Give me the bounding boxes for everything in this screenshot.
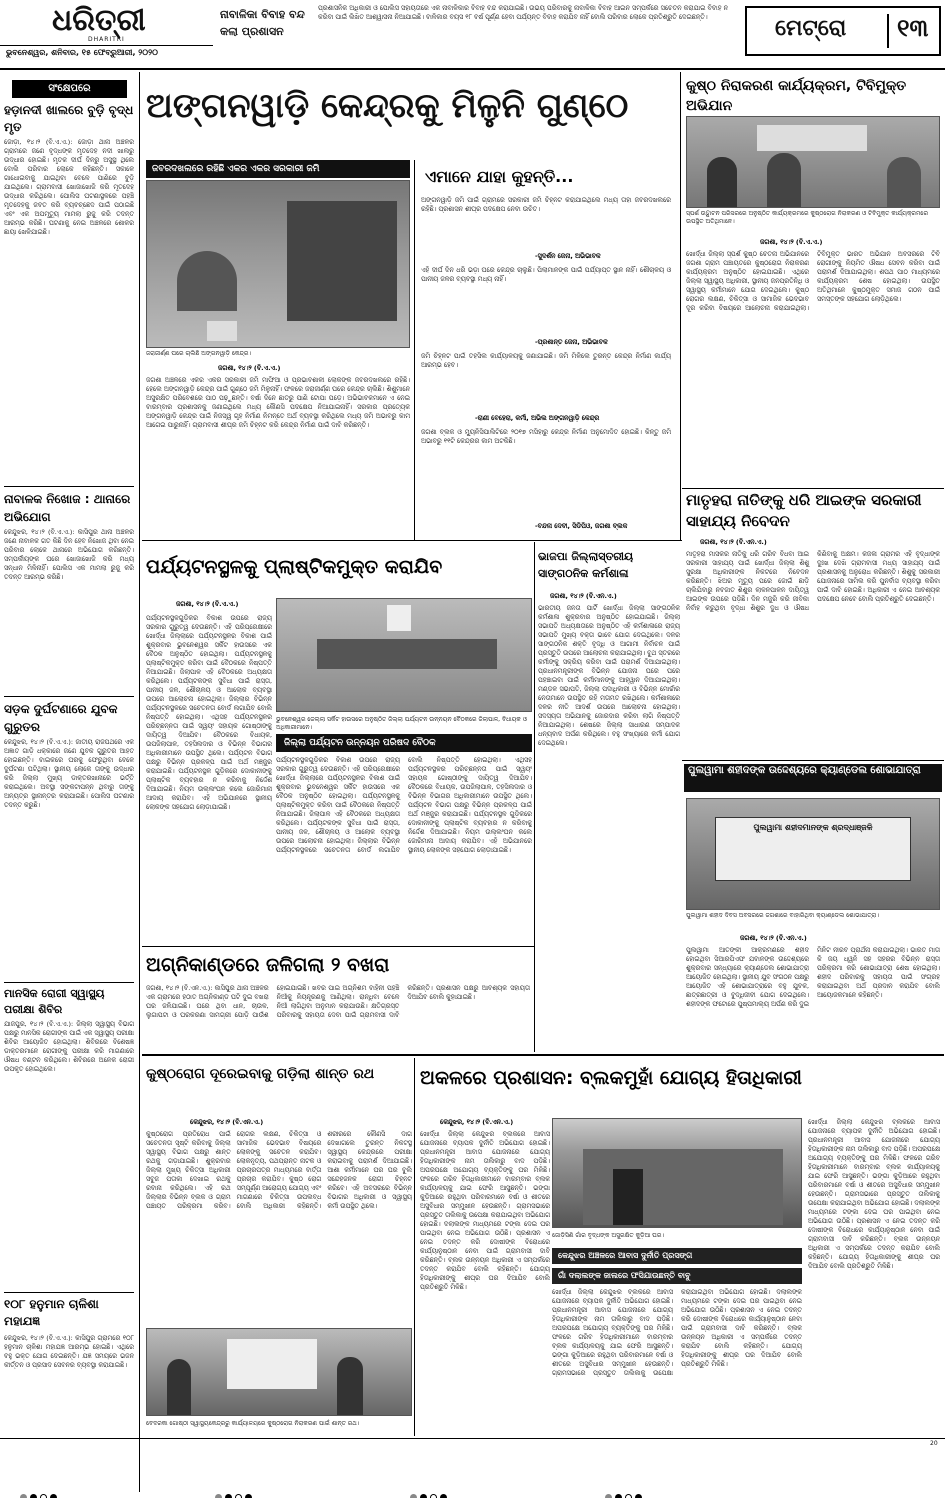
photo-caption: ଜରାଜୀର୍ଣ୍ଣ ଘରେ ଚାଲିଛି ଅଙ୍ଗନୱାଡ଼ି କେନ୍ଦ୍ର। <box>146 350 252 357</box>
brief-headline: ନାବାଳକ ନିଖୋଜ : ଥାନାରେ ଅଭିଯୋଗ <box>4 492 131 524</box>
housing-headline: ଅକଳରେ ପ୍ରଶାସନ: ବ୍ଲକମୁହାଁ ଯୋଗ୍ୟ ହିତାଧିକାରୀ <box>420 1067 802 1089</box>
housing-body: ଖୋର୍ଦ୍ଧା ଜିଲ୍ଲା କେନ୍ଦୁଝର ବ୍ଲକରେ ଆବାସ ଯୋଜନାରେ ବ୍ୟାପକ ଦୁର୍ନୀତି ଅଭିଯୋଗ ହୋଇଛି। ପ୍ରଧାନମନ୍ତ୍ରୀ ଆବାସ ଯୋଜନାରେ ଯୋଗ୍ୟ ହିତାଧିକାରୀଙ୍କ ନାମ ତାଲିକାରୁ ବାଦ ପଡ଼ିଛି। ଅପରପକ୍ଷେ ଅଯୋଗ୍ୟ ବ୍ୟକ୍ତିଙ୍କୁ ଘର ମିଳିଛି। ଫଳରେ ଗରିବ ହିତାଧିକାରୀମାନେ ବାରମ୍ବାର ବ୍ଲକ କାର୍ଯ୍ୟାଳୟକୁ ଯାଇ ଫେରି ଆସୁଛନ୍ତି। ଭଙ୍ଗା କୁଡ଼ିଆରେ ରହୁଥିବା ପରିବାରମାନେ ବର୍ଷା ଓ ଶୀତରେ ଅସୁବିଧାର ସମ୍ମୁଖୀନ ହେଉଛନ୍ତି। ଗ୍ରାମସଭାରେ ପ୍ରସ୍ତୁତ ତାଲିକାକୁ ଉପେକ୍ଷା କରାଯାଇଥିବା ଅଭିଯୋଗ ହୋଇଛି। ଦଲାଲଙ୍କ ମାଧ୍ୟମରେ ଟଙ୍କା ଦେଇ ଘର ପାଇଥିବା ନେଇ ଅଭିଯୋଗ ଉଠିଛି। ପ୍ରଶାସନ ଏ ନେଇ ତଦନ୍ତ କରି ଦୋଷୀଙ୍କ ବିରୋଧରେ କାର୍ଯ୍ୟାନୁଷ୍ଠାନ ନେବା ପାଇଁ ଗ୍ରାମବାସୀ ଦାବି କରିଛନ୍ତି। ବ୍ଲକ ଉନ୍ନୟନ ଅଧିକାରୀ ଏ ସମ୍ପର୍କରେ ତଦନ୍ତ କରାଯିବ ବୋଲି କହିଛନ୍ତି। ଯୋଗ୍ୟ ହିତାଧିକାରୀଙ୍କୁ ଶୀଘ୍ର ଘର ଦିଆଯିବ ବୋଲି ପ୍ରତିଶ୍ରୁତି ମିଳିଛି। <box>420 1130 550 1291</box>
story-dateline: କେନ୍ଦୁଝର, ୧୪।୨ (ବି.ଏନ.ଏ.) <box>440 1118 514 1126</box>
story-dateline: ଜଗଶା, ୧୪।୨ (ବି.ଏନ.ଏ.) <box>740 934 807 942</box>
leprosy-photo <box>686 116 940 208</box>
quote-author: -ବନ୍ଦନା ଦେବୀ, ସିଡିପିଓ, ଜଗଶା ବ୍ଲକ <box>535 522 628 530</box>
teaser-text: ପ୍ରଶାସନିକ ଅଧିକାରୀ ଓ ପୋଲିସ ସହାୟତାରେ ଏକ ନାବାଳିକାର ବିବାହ ବନ୍ଦ କରାଯାଇଛି। ଉଭୟ ପରିବାରକୁ ନାବାଳିକା ବିବାହ ଆଇନ ସମ୍ପର୍କରେ ସଚେତନ କରାଯାଇ ବିବାହ ନ କରିବା ପାଇଁ ଲିଖିତ ଆଶ୍ୱାସନା ନିଆଯାଇଛି। ବାଳିକାର ବୟସ ୧୮ ବର୍ଷ ପୂର୍ଣ୍ଣ ହେବା ପର୍ଯ୍ୟନ୍ତ ବିବାହ କରାଯିବ ନାହିଁ ବୋଲି ପରିବାର ଲୋକେ ପ୍ରତିଶ୍ରୁତି ଦେଇଛନ୍ତି। <box>318 4 728 21</box>
housing-bullet: ଗାଁ ଦଲାଲଙ୍କ ଜାଲରେ ଫସିଯାଉଛନ୍ତି ବାବୁ <box>552 1268 802 1284</box>
photo-caption: ଭୁବନେଶ୍ୱର ଜେଲ୍ଲା ସର୍କିଟ ହାଉସରେ ଅନୁଷ୍ଠିତ ଜିଲ୍ଲା ପର୍ଯ୍ୟଟନ ଉନ୍ନୟନ ବୈଠକରେ ଜିଲାପାଳ, ବିଧାୟକ ଓ ଅଧିକାରୀମାନେ। <box>276 716 527 731</box>
print-registration-marks <box>20 1486 925 1494</box>
housing-body-right: ଖୋର୍ଦ୍ଧା ଜିଲ୍ଲା କେନ୍ଦୁଝର ବ୍ଲକରେ ଆବାସ ଯୋଜନାରେ ବ୍ୟାପକ ଦୁର୍ନୀତି ଅଭିଯୋଗ ହୋଇଛି। ପ୍ରଧାନମନ୍ତ୍ରୀ ଆବାସ ଯୋଜନାରେ ଯୋଗ୍ୟ ହିତାଧିକାରୀଙ୍କ ନାମ ତାଲିକାରୁ ବାଦ ପଡ଼ିଛି। ଅପରପକ୍ଷେ ଅଯୋଗ୍ୟ ବ୍ୟକ୍ତିଙ୍କୁ ଘର ମିଳିଛି। ଫଳରେ ଗରିବ ହିତାଧିକାରୀମାନେ ବାରମ୍ବାର ବ୍ଲକ କାର୍ଯ୍ୟାଳୟକୁ ଯାଇ ଫେରି ଆସୁଛନ୍ତି। ଭଙ୍ଗା କୁଡ଼ିଆରେ ରହୁଥିବା ପରିବାରମାନେ ବର୍ଷା ଓ ଶୀତରେ ଅସୁବିଧାର ସମ୍ମୁଖୀନ ହେଉଛନ୍ତି। ଗ୍ରାମସଭାରେ ପ୍ରସ୍ତୁତ ତାଲିକାକୁ ଉପେକ୍ଷା କରାଯାଇଥିବା ଅଭିଯୋଗ ହୋଇଛି। ଦଲାଲଙ୍କ ମାଧ୍ୟମରେ ଟଙ୍କା ଦେଇ ଘର ପାଇଥିବା ନେଇ ଅଭିଯୋଗ ଉଠିଛି। ପ୍ରଶାସନ ଏ ନେଇ ତଦନ୍ତ କରି ଦୋଷୀଙ୍କ ବିରୋଧରେ କାର୍ଯ୍ୟାନୁଷ୍ଠାନ ନେବା ପାଇଁ ଗ୍ରାମବାସୀ ଦାବି କରିଛନ୍ତି। ବ୍ଲକ ଉନ୍ନୟନ ଅଧିକାରୀ ଏ ସମ୍ପର୍କରେ ତଦନ୍ତ କରାଯିବ ବୋଲି କହିଛନ୍ତି। ଯୋଗ୍ୟ ହିତାଧିକାରୀଙ୍କୁ ଶୀଘ୍ର ଘର ଦିଆଯିବ ବୋଲି ପ୍ରତିଶ୍ରୁତି ମିଳିଛି। <box>808 1118 940 1270</box>
leprosy-headline: କୁଷ୍ଠ ନିରାକରଣ କାର୍ଯ୍ୟକ୍ରମ, ଟିବିମୁକ୍ତ ଅଭିଯାନ <box>686 78 907 114</box>
candle-march-photo <box>686 798 940 910</box>
lead-strap: ଜବରଦଖଲରେ ରହିଛି ଏକର ଏକର ସରକାରୀ ଜମି <box>146 160 410 178</box>
photo-caption: ପୁଲୱାମା ଶହୀଦ ଦିବସ ଅବସରରେ ଜଗଶାରେ ବାହାରିଥିବା କ୍ୟାଣ୍ଡେଲ ଶୋଭାଯାତ୍ରା। <box>686 912 879 919</box>
quote-text: ଜମି ଚିହ୍ନଟ ପାଇଁ ତହସିଲ କାର୍ଯ୍ୟାଳୟକୁ ଜଣାଯାଇଛି। ଜମି ମିଳିଲେ ତୁରନ୍ତ କେନ୍ଦ୍ର ନିର୍ମାଣ କାର୍ଯ୍ୟ ଆରମ୍ଭ ହେବ। <box>421 352 671 369</box>
widow-headline: ମାତୃହରା ନାତିଙ୍କୁ ଧରି ଆଇଙ୍କ ସରକାରୀ ସାହାଯ୍ୟ ନିବେଦନ <box>686 491 922 530</box>
anganwadi-photo <box>146 180 410 348</box>
fire-headline: ଅଗ୍ନିକାଣ୍ଡରେ ଜଳିଗଲା ୨ ବଖରା <box>146 954 390 976</box>
quote-author: -ସୁଦର୍ଶନ ଜେନା, ଅଭିଭାବକ <box>535 252 601 260</box>
brief-headline: ମାନସିକ ରୋଗୀ ସ୍ୱାସ୍ଥ୍ୟ ପରୀକ୍ଷା ଶିବିର <box>4 987 105 1016</box>
photo-caption: ଜୋଡ଼ିସିଣି ଗାଁର ବୃଦ୍ଧଙ୍କ ଅସୁରକ୍ଷିତ କୁଡ଼ିଆ ଘର। <box>552 1232 665 1239</box>
brief-headline: ହଡ଼ାନଦୀ ଖାଲରେ ବୁଡ଼ି ବୃଦ୍ଧ ମୃତ <box>4 103 134 134</box>
brief-news-column <box>0 72 138 1492</box>
photo-caption: ବେଦରକା ଗୋଷ୍ଠୀ ସ୍ୱାସ୍ଥ୍ୟକେନ୍ଦ୍ରରୁ କାର୍ଯ୍ୟାଳୟରେ କୁଷ୍ଠରୋଗ ନିରାକରଣ ପାଇଁ ଶାନ୍ତ ରଥ। <box>146 1420 360 1427</box>
banner-text: ପୁଲୱାମା ଶହୀଦମାନଙ୍କ ଶ୍ରଦ୍ଧାଞ୍ଜଳି <box>753 823 873 832</box>
bjp-body: ଭାରତୀୟ ଜନତା ପାର୍ଟି ଖୋର୍ଦ୍ଧା ଜିଲ୍ଲା ସାଙ୍ଗଠନିକ କର୍ମଶାଳା ଶୁକ୍ରବାର ଅନୁଷ୍ଠିତ ହୋଇଯାଇଛି। ଜିଲ୍ଲା ସଭାପତି ଅଧ୍ୟକ୍ଷତାରେ ଅନୁଷ୍ଠିତ ଏହି କର୍ମଶାଳାରେ ରାଜ୍ୟ ସଭାପତି ମୁଖ୍ୟ ବକ୍ତା ଭାବେ ଯୋଗ ଦେଇଥିଲେ। ଦଳର ସାଙ୍ଗଠନିକ ଶକ୍ତି ବୃଦ୍ଧି ଓ ଆଗାମୀ ନିର୍ବାଚନ ପାଇଁ ପ୍ରସ୍ତୁତି ଉପରେ ଆଲୋଚନା କରାଯାଇଥିଲା। ବୁଥ ସ୍ତରରେ କର୍ମୀଙ୍କୁ ସକ୍ରିୟ କରିବା ପାଇଁ ପରାମର୍ଶ ଦିଆଯାଇଥିଲା। ପ୍ରଧାନମନ୍ତ୍ରୀଙ୍କ ବିଭିନ୍ନ ଯୋଜନା ଘରେ ଘରେ ପହଞ୍ଚାଇବା ପାଇଁ କର୍ମୀମାନଙ୍କୁ ଆହ୍ୱାନ ଦିଆଯାଇଥିଲା। ମଣ୍ଡଳ ସଭାପତି, ଜିଲ୍ଲା ପଦାଧିକାରୀ ଓ ବିଭିନ୍ନ ମୋର୍ଚ୍ଚାର ନେତାମାନେ ଉପସ୍ଥିତ ରହି ମତାମତ ରଖିଥିଲେ। କର୍ମଶାଳାରେ ଦଳର ନୀତି ଆଦର୍ଶ ଉପରେ ଆଲୋଚନା ହୋଇଥିଲା। ସଦସ୍ୟତା ଅଭିଯାନକୁ ଜୋରଦାର କରିବା ଲାଗି ନିଷ୍ପତ୍ତି ନିଆଯାଇଥିଲା। ଶେଷରେ ଜିଲ୍ଲା ସାଧାରଣ ସମ୍ପାଦକ ଧନ୍ୟବାଦ ଅର୍ପଣ କରିଥିଲେ। ବହୁ ସଂଖ୍ୟାରେ କର୍ମୀ ଯୋଗ ଦେଇଥିଲେ। <box>538 604 680 747</box>
brief-text: କେନ୍ଦୁଝର, ୧୪।୨ (ବି.ଏ.ଏ.): ଜାତୀୟ ରାଜପଥରେ ଏକ ଅଜ୍ଞାତ ଗାଡ଼ି ଧକ୍କାରେ ଜଣେ ଯୁବକ ଗୁରୁତର ଆହତ ହୋଇଛନ୍ତି। ବାଇକରେ ଘରକୁ ଫେରୁଥିବା ବେଳେ ଦୁର୍ଘଟଣା ଘଟିଥିଲା। ସ୍ଥାନୀୟ ଲୋକେ ତାଙ୍କୁ ଉଦ୍ଧାର କରି ଜିଲ୍ଲା ମୁଖ୍ୟ ଡାକ୍ତରଖାନାରେ ଭର୍ତ୍ତି କରାଇଥିଲେ। ଅବସ୍ଥା ସଙ୍କଟାପନ୍ନ ଥିବାରୁ ତାଙ୍କୁ ଅନ୍ୟତ୍ର ସ୍ଥାନାନ୍ତର କରାଯାଇଛି। ପୋଲିସ ଘଟଣାର ତଦନ୍ତ କରୁଛି। <box>4 738 134 809</box>
pulwama-headline: ପୁଲୱାମା ଶହୀଦଙ୍କ ଉଦ୍ଦେଶ୍ୟରେ କ୍ୟାଣ୍ଡେଲ ଶୋଭାଯାତ୍ରା <box>684 764 942 792</box>
lead-body: ଜଗଶା ଅଞ୍ଚଳରେ ଏକର ଏକର ସରକାରୀ ଜମି ମାଫିଆ ଓ ପ୍ରଭାବଶାଳୀ ଲୋକଙ୍କ ଜବରଦଖଲରେ ରହିଛି। ହେଲେ ଅଙ୍ଗନୱାଡ଼ି କେନ୍ଦ୍ର ପାଇଁ ଗୁଣ୍ଠେ ଜମି ମିଳୁନାହିଁ। ଫଳରେ ଜରାଜୀର୍ଣ୍ଣ ଘରେ କେନ୍ଦ୍ର ଚାଲିଛି। ଶିଶୁମାନେ ଅସୁରକ୍ଷିତ ପରିବେଶରେ ପାଠ ପଢ଼ୁଛନ୍ତି। ବର୍ଷା ଦିନେ ଛାତରୁ ପାଣି ଟୋପା ପଡ଼େ। ଅଭିଭାବକମାନେ ଏ ନେଇ ବାରମ୍ବାର ପ୍ରଶାସନକୁ ଜଣାଇଥିଲେ ମଧ୍ୟ କୌଣସି ପଦକ୍ଷେପ ନିଆଯାଇନାହିଁ। ସରକାର ପ୍ରତ୍ୟେକ ଅଙ୍ଗନୱାଡ଼ି କେନ୍ଦ୍ର ପାଇଁ ନିଜସ୍ୱ ଗୃହ ନିର୍ମାଣ ନିମନ୍ତେ ଅର୍ଥ ବ୍ୟବସ୍ଥା କରିଥିଲେ ମଧ୍ୟ ଜମି ଅଭାବରୁ କାମ ଆଗେଇ ପାରୁନାହିଁ। ଗ୍ରାମବାସୀ ଶୀଘ୍ର ଜମି ଚିହ୍ନଟ କରି କେନ୍ଦ୍ର ନିର୍ମାଣ ପାଇଁ ଦାବି କରିଛନ୍ତି। <box>146 376 410 429</box>
dateline: ଭୁବନେଶ୍ୱର, ଶନିବାର, ୧୫ ଫେବ୍ରୁଆରୀ, ୨୦୨୦ <box>6 48 158 57</box>
brief-text: ଜୋଡ଼ା, ୧୪।୨ (ବି.ଏ.ଏ.): ଜୋଡ଼ା ଥାନା ଅଞ୍ଚଳର ଗ୍ରାମରେ ଜଣେ ବୃଦ୍ଧଙ୍କ ମୃତଦେହ ନଦୀ ଖାଲରୁ ଉଦ୍ଧାର ହୋଇଛି। ମୃତକ ଦୀର୍ଘ ଦିନରୁ ଅସୁସ୍ଥ ଥିଲେ ବୋଲି ପରିବାର ଲୋକେ କହିଛନ୍ତି। ସକାଳେ ଗାଧୋଇବାକୁ ଯାଇଥିବା ବେଳେ ପାଣିରେ ବୁଡ଼ି ଯାଇଥିଲେ। ଗ୍ରାମବାସୀ ଖୋଜାଖୋଜି କରି ମୃତଦେହ ଉଦ୍ଧାର କରିଥିଲେ। ପୋଲିସ ଘଟଣାସ୍ଥଳରେ ପହଞ୍ଚି ମୃତଦେହକୁ ଜବତ କରି ବ୍ୟବଚ୍ଛେଦ ପାଇଁ ପଠାଇଛି ଏବଂ ଏକ ଅପମୃତ୍ୟୁ ମାମଲା ରୁଜୁ କରି ତଦନ୍ତ ଆରମ୍ଭ କରିଛି। ଘଟଣାକୁ ନେଇ ଅଞ୍ଚଳରେ ଶୋକର ଛାୟା ଖେଳିଯାଇଛି। <box>4 138 134 236</box>
fire-body: ଜଗଶା, ୧୪।୨ (ବି.ଏନ.ଏ.): କାସିପୁର ଥାନା ଅଞ୍ଚଳର ଏକ ଗ୍ରାମରେ ହଠାତ ଅଗ୍ନିକାଣ୍ଡ ଘଟି ଦୁଇ ବଖରା ଘର ଜଳିଯାଇଛି। ଘରେ ଥିବା ଧାନ, ଚାଉଳ, ଲୁଗାପଟା ଓ ଘରକରଣା ସାମଗ୍ରୀ ପୋଡ଼ି ପାଉଁଶ ହୋଇଯାଇଛି। ଖବର ପାଇ ଅଗ୍ନିଶମ ବାହିନୀ ପହଞ୍ଚି ନିଆଁକୁ ନିୟନ୍ତ୍ରଣକୁ ଆଣିଥିଲା। ରାନ୍ଧିବା ବେଳେ ନିଆଁ ଲାଗିଥିବା ଅନୁମାନ କରାଯାଉଛି। କ୍ଷତିଗ୍ରସ୍ତ ପରିବାରକୁ ସହାୟତା ଦେବା ପାଇଁ ଗ୍ରାମବାସୀ ଦାବି କରିଛନ୍ତି। ପ୍ରଶାସନ ପକ୍ଷରୁ ଆବଶ୍ୟକ ସହାୟତା ଦିଆଯିବ ବୋଲି କୁହାଯାଇଛି। <box>146 984 530 1019</box>
quote-text: ଜଗଶା ବ୍ଲକ ଓ ମ୍ୟୁନିସିପାଲିଟିରେ ୨୦୧୭ ମସିହାରୁ କେନ୍ଦ୍ର ନିର୍ମାଣ ଅନୁମୋଦିତ ହୋଇଛି। କିନ୍ତୁ ଜମି ଅଭାବରୁ ୧୧ଟି କେନ୍ଦ୍ରର କାମ ଅଟକିଛି। <box>421 428 671 445</box>
story-dateline: ଜଗଶା, ୧୪।୨ (ବି.ଏ.ଏ.) <box>176 600 239 608</box>
page-marker: 20 <box>930 1440 938 1447</box>
story-dateline: ଜଗଶା, ୧୪।୨ (ବି.ଏ.ଏ.) <box>218 364 281 372</box>
brief-headline: ୧୦୮ ହନୁମାନ ଚାଳିଶା ମହାଯଜ୍ଞ <box>4 1297 99 1328</box>
story-dateline: ଜଗଶା, ୧୪।୨ (ବି.ଏ.ଏ.) <box>760 238 823 246</box>
hut-photo <box>552 1118 802 1228</box>
brief-text: କେନ୍ଦୁଝର, ୧୪।୨ (ବି.ଏ.ଏ.): କାସିପୁର ଗ୍ରାମରେ ୧୦୮ ହନୁମାନ ଚାଳିଶା ମହାଯଜ୍ଞ ଆରମ୍ଭ ହୋଇଛି। ଏଥିରେ ବହୁ ଭକ୍ତ ଯୋଗ ଦେଇଛନ୍ତି। ଯଜ୍ଞ ସମୟରେ ଭଜନ କୀର୍ତ୍ତନ ଓ ପ୍ରସାଦ ସେବନର ବ୍ୟବସ୍ଥା କରାଯାଇଛି। <box>4 1334 134 1369</box>
page-number: ୧୩ <box>897 14 929 42</box>
brief-text: ଯାଜପୁର, ୧୪।୨ (ବି.ଏ.ଏ.): ଜିଲ୍ଲା ସ୍ୱାସ୍ଥ୍ୟ ବିଭାଗ ପକ୍ଷରୁ ମାନସିକ ରୋଗୀଙ୍କ ପାଇଁ ଏକ ସ୍ୱାସ୍ଥ୍ୟ ପରୀକ୍ଷା ଶିବିର ଆୟୋଜିତ ହୋଇଥିଲା। ଶିବିରରେ ବିଶେଷଜ୍ଞ ଡାକ୍ତରମାନେ ରୋଗୀଙ୍କୁ ପରୀକ୍ଷା କରି ମାଗଣାରେ ଔଷଧ ବଣ୍ଟନ କରିଥିଲେ। ଶିବିରରେ ଅନେକ ରୋଗୀ ଉପକୃତ ହୋଇଥିଲେ। <box>4 1020 134 1073</box>
brief-headline: ସଡ଼କ ଦୁର୍ଘଟଣାରେ ଯୁବକ ଗୁରୁତର <box>4 702 118 734</box>
quote-author: -ପ୍ରଶାନ୍ତ ଜେନା, ଅଭିଭାବକ <box>535 338 608 346</box>
logo: ଧରିତ୍ରୀ <box>52 3 146 38</box>
quote-text: ଏହି ଦୀର୍ଘ ଦିନ ଧରି ଭଡ଼ା ଘରେ କେନ୍ଦ୍ର ଚାଲୁଛି। ପିଲାମାନଙ୍କ ପାଇଁ ପର୍ଯ୍ୟାପ୍ତ ସ୍ଥାନ ନାହିଁ। ଶୌଚାଳୟ ଓ ପାନୀୟ ଜଳର ବ୍ୟବସ୍ଥା ମଧ୍ୟ ନାହିଁ। <box>421 266 671 283</box>
plastic-body: ପର୍ଯ୍ୟଟନସ୍ଥଳଗୁଡ଼ିକର ବିକାଶ ଉପରେ ରାଜ୍ୟ ସରକାର ଗୁରୁତ୍ୱ ଦେଉଛନ୍ତି। ଏହି ପରିପ୍ରେକ୍ଷୀରେ ଖୋର୍ଦ୍ଧା ଜିଲ୍ଲାରେ ପର୍ଯ୍ୟଟନସ୍ଥଳର ବିକାଶ ପାଇଁ ଶୁକ୍ରବାର ଭୁବନେଶ୍ୱର ସର୍କିଟ ହାଉସରେ ଏକ ବୈଠକ ଅନୁଷ୍ଠିତ ହୋଇଥିଲା। ପର୍ଯ୍ୟଟନସ୍ଥଳକୁ ପ୍ଲାଷ୍ଟିକମୁକ୍ତ କରିବା ପାଇଁ ବୈଠକରେ ନିଷ୍ପତ୍ତି ନିଆଯାଇଛି। ଜିଲାପାଳ ଏହି ବୈଠକରେ ଅଧ୍ୟକ୍ଷତା କରିଥିଲେ। ପର୍ଯ୍ୟଟକଙ୍କ ସୁବିଧା ପାଇଁ ରାସ୍ତା, ପାନୀୟ ଜଳ, ଶୌଚାଳୟ ଓ ଆଲୋକ ବ୍ୟବସ୍ଥା ଉପରେ ଆଲୋଚନା ହୋଇଥିଲା। ଜିଲ୍ଲାର ବିଭିନ୍ନ ପର୍ଯ୍ୟଟନସ୍ଥଳରେ ସଚେତନତା ବୋର୍ଡ ଲଗାଯିବ ବୋଲି ନିଷ୍ପତ୍ତି ହୋଇଥିଲା। ଏଥିସହ ପର୍ଯ୍ୟଟନସ୍ଥଳର ପରିଚ୍ଛନ୍ନତା ପାଇଁ ସ୍ୱୟଂ ସହାୟକ ଗୋଷ୍ଠୀଙ୍କୁ ଦାୟିତ୍ୱ ଦିଆଯିବ। ବୈଠକରେ ବିଧାୟକ, ଉପଜିଲାପାଳ, ତହସିଲଦାର ଓ ବିଭିନ୍ନ ବିଭାଗର ଅଧିକାରୀମାନେ ଉପସ୍ଥିତ ଥିଲେ। ପର୍ଯ୍ୟଟନ ବିଭାଗ ପକ୍ଷରୁ ବିଭିନ୍ନ ପ୍ରକଳ୍ପ ପାଇଁ ଅର୍ଥ ମଞ୍ଜୁର କରାଯାଇଛି। ପର୍ଯ୍ୟଟନସ୍ଥଳ ଗୁଡ଼ିକରେ ଦୋକାନୀଙ୍କୁ ପ୍ଲାଷ୍ଟିକ ବ୍ୟବହାର ନ କରିବାକୁ ନିର୍ଦ୍ଦେଶ ଦିଆଯାଇଛି। ନିୟମ ଉଲ୍ଲଂଘନ କଲେ ଜୋରିମାନା ଆଦାୟ କରାଯିବ। ଏହି ଅଭିଯାନରେ ସ୍ଥାନୀୟ ଲୋକଙ୍କ ସହଯୋଗ ଲୋଡ଼ାଯାଇଛି। <box>146 614 272 811</box>
quote-text: ଅଙ୍ଗନୱାଡ଼ି ଜମି ପାଇଁ ଗ୍ରାମରେ ସରକାରୀ ଜମି ଚିହ୍ନଟ କରାଯାଇଥିଲେ ମଧ୍ୟ ତାହା ଜବରଦଖଲରେ ରହିଛି। ପ୍ରଶାସନ ଶୀଘ୍ର ପଦକ୍ଷେପ ନେବା ଉଚିତ। <box>421 196 671 213</box>
leprosy-body: ଖୋର୍ଦ୍ଧା ଜିଲ୍ଲା ସ୍ପର୍ଶ କୁଷ୍ଠ ଚେତନା ଅଭିଯାନରେ ଜଗଶା ଗ୍ରାମ ପଞ୍ଚାୟତରେ କୁଷ୍ଠରୋଗ ନିରାକରଣ କାର୍ଯ୍ୟକ୍ରମ ଅନୁଷ୍ଠିତ ହୋଇଯାଇଛି। ଏଥିରେ ଜିଲ୍ଲା ସ୍ୱାସ୍ଥ୍ୟ ଅଧିକାରୀ, ସ୍ଥାନୀୟ ଜନପ୍ରତିନିଧି ଓ ସ୍ୱାସ୍ଥ୍ୟ କର୍ମୀମାନେ ଯୋଗ ଦେଇଥିଲେ। କୁଷ୍ଠ ରୋଗର ଲକ୍ଷଣ, ଚିକିତ୍ସା ଓ ସାମାଜିକ ଭେଦଭାବ ଦୂର କରିବା ବିଷୟରେ ଆଲୋଚନା କରାଯାଇଥିଲା। ଟିବିମୁକ୍ତ ଭାରତ ଅଭିଯାନ ଅବସରରେ ଟିବି ରୋଗୀଙ୍କୁ ନିୟମିତ ଔଷଧ ସେବନ କରିବା ପାଇଁ ପରାମର୍ଶ ଦିଆଯାଇଥିଲା। ଶପଥ ପାଠ ମାଧ୍ୟମରେ କାର୍ଯ୍ୟକ୍ରମ ଶେଷ ହୋଇଥିଲା। ଉପସ୍ଥିତ ଅତିଥିମାନେ କୁଷ୍ଠମୁକ୍ତ ସମାଜ ଗଠନ ପାଇଁ ସମସ୍ତଙ୍କ ସହଯୋଗ ଲୋଡ଼ିଥିଲେ। <box>686 250 940 312</box>
bjp-headline: ଭାଜପା ଜିଲ୍ଲାସ୍ତରୀୟ ସାଙ୍ଗଠନିକ କର୍ମଶାଳା <box>538 550 634 580</box>
story-dateline: ଜଗଶା, ୧୪।୨ (ବି.ଏନ.ଏ.) <box>550 592 617 600</box>
lead-headline: ଅଙ୍ଗନୱାଡ଼ି କେନ୍ଦ୍ରକୁ ମିଳୁନି ଗୁଣ୍ଠେ <box>146 86 629 126</box>
rath-body: କୁଷ୍ଠରୋଗ ପ୍ରତିରୋଧ ପାଇଁ ସଚେତନତା ସୃଷ୍ଟି କରିବାକୁ ଜିଲ୍ଲା ସ୍ୱାସ୍ଥ୍ୟ ବିଭାଗ ପକ୍ଷରୁ ଶାନ୍ତ ରଥକୁ ଗଡ଼ାଯାଇଛି। ଶୁକ୍ରବାର ଜିଲ୍ଲା ମୁଖ୍ୟ ଚିକିତ୍ସା ଅଧିକାରୀ ସବୁଜ ପତାକା ଦେଖାଇ ରଥକୁ ରବାନା କରିଥିଲେ। ଏହି ରଥ ଜିଲ୍ଲାର ବିଭିନ୍ନ ବ୍ଲକ ଓ ଗ୍ରାମ ପଞ୍ଚାୟତ ପରିକ୍ରମା କରିବ। ରୋଗର ଲକ୍ଷଣ, ଚିକିତ୍ସା ଓ ସାମାଜିକ ଭେଦଭାବ ବିଷୟରେ ଲୋକଙ୍କୁ ସଚେତନ କରାଯିବ। ଲୋକନୃତ୍ୟ, ପଥପ୍ରାନ୍ତ ନାଟକ ଓ ପ୍ରଚାରପତ୍ର ମାଧ୍ୟମରେ ବାର୍ତ୍ତା ପ୍ରଚାର କରାଯିବ। କୁଷ୍ଠ ରୋଗ ସମ୍ପୂର୍ଣ୍ଣ ଆରୋଗ୍ୟ ଯୋଗ୍ୟ ଏବଂ ମାଗଣାରେ ଚିକିତ୍ସା ଉପଲବ୍ଧ ବୋଲି ଅଧିକାରୀ କହିଛନ୍ତି। ଶରୀରରେ କୌଣସି ଦାଗ ଦେଖାଗଲେ ତୁରନ୍ତ ନିକଟସ୍ଥ ସ୍ୱାସ୍ଥ୍ୟ କେନ୍ଦ୍ରରେ ପରୀକ୍ଷା କରାଇବାକୁ ପରାମର୍ଶ ଦିଆଯାଇଛି। ଆଶା କର୍ମୀମାନେ ଘର ଘର ବୁଲି ସନ୍ଦେହଜନକ ରୋଗୀ ଚିହ୍ନଟ କରିବେ। ଏହି ଅବସରରେ ବିଭିନ୍ନ ବିଭାଗର ଅଧିକାରୀ ଓ ସ୍ୱାସ୍ଥ୍ୟ କର୍ମୀ ଉପସ୍ଥିତ ଥିଲେ। <box>146 1130 412 1210</box>
page-tag <box>745 6 941 56</box>
quotes-heading: ଏମାନେ ଯାହା କୁହନ୍ତି... <box>425 167 574 186</box>
teaser-headline: ନାବାଳିକା ବିବାହ ବନ୍ଦ କଲା ପ୍ରଶାସନ <box>220 8 305 38</box>
rath-photo <box>146 1328 412 1416</box>
meeting-photo <box>276 598 532 712</box>
housing-body-cont: ଖୋର୍ଦ୍ଧା ଜିଲ୍ଲା କେନ୍ଦୁଝର ବ୍ଲକରେ ଆବାସ ଯୋଜନାରେ ବ୍ୟାପକ ଦୁର୍ନୀତି ଅଭିଯୋଗ ହୋଇଛି। ପ୍ରଧାନମନ୍ତ୍ରୀ ଆବାସ ଯୋଜନାରେ ଯୋଗ୍ୟ ହିତାଧିକାରୀଙ୍କ ନାମ ତାଲିକାରୁ ବାଦ ପଡ଼ିଛି। ଅପରପକ୍ଷେ ଅଯୋଗ୍ୟ ବ୍ୟକ୍ତିଙ୍କୁ ଘର ମିଳିଛି। ଫଳରେ ଗରିବ ହିତାଧିକାରୀମାନେ ବାରମ୍ବାର ବ୍ଲକ କାର୍ଯ୍ୟାଳୟକୁ ଯାଇ ଫେରି ଆସୁଛନ୍ତି। ଭଙ୍ଗା କୁଡ଼ିଆରେ ରହୁଥିବା ପରିବାରମାନେ ବର୍ଷା ଓ ଶୀତରେ ଅସୁବିଧାର ସମ୍ମୁଖୀନ ହେଉଛନ୍ତି। ଗ୍ରାମସଭାରେ ପ୍ରସ୍ତୁତ ତାଲିକାକୁ ଉପେକ୍ଷା କରାଯାଇଥିବା ଅଭିଯୋଗ ହୋଇଛି। ଦଲାଲଙ୍କ ମାଧ୍ୟମରେ ଟଙ୍କା ଦେଇ ଘର ପାଇଥିବା ନେଇ ଅଭିଯୋଗ ଉଠିଛି। ପ୍ରଶାସନ ଏ ନେଇ ତଦନ୍ତ କରି ଦୋଷୀଙ୍କ ବିରୋଧରେ କାର୍ଯ୍ୟାନୁଷ୍ଠାନ ନେବା ପାଇଁ ଗ୍ରାମବାସୀ ଦାବି କରିଛନ୍ତି। ବ୍ଲକ ଉନ୍ନୟନ ଅଧିକାରୀ ଏ ସମ୍ପର୍କରେ ତଦନ୍ତ କରାଯିବ ବୋଲି କହିଛନ୍ତି। ଯୋଗ୍ୟ ହିତାଧିକାରୀଙ୍କୁ ଶୀଘ୍ର ଘର ଦିଆଯିବ ବୋଲି ପ୍ରତିଶ୍ରୁତି ମିଳିଛି। <box>552 1288 802 1377</box>
story-dateline: ଜଗଶା, ୧୪।୨ (ବି.ଏନ.ଏ.) <box>700 538 767 546</box>
photo-caption: ସ୍ପର୍ଶ ଉଦ୍ଘାଟନ ପରିସରରେ ଅନୁଷ୍ଠିତ କାର୍ଯ୍ୟକ୍ରମରେ କୁଷ୍ଠରୋଗ ନିରାକରଣ ଓ ଟିବିମୁକ୍ତ କାର୍ଯ୍ୟକ୍ରମରେ ଉପସ୍ଥିତ ଅତିଥିମାନେ। <box>686 210 928 225</box>
quote-author: -ରାଣୀ ବେହେରା, କର୍ମୀ, ଅଭିଲ ଅଙ୍ଗନୱାଡ଼ି କେନ୍ଦ୍ର <box>475 414 600 422</box>
brief-text: କେନ୍ଦୁଝର, ୧୪।୨ (ବି.ଏ.ଏ.): କାସିପୁର ଥାନା ଅଞ୍ଚଳର ଜଣେ ନାବାଳକ ଗତ କିଛି ଦିନ ହେବ ନିଖୋଜ ଥିବା ନେଇ ପରିବାର ଲୋକେ ଥାନାରେ ଅଭିଯୋଗ କରିଛନ୍ତି। ସମ୍ପର୍କୀୟଙ୍କ ଘରେ ଖୋଜାଖୋଜି କରି ମଧ୍ୟ ସନ୍ଧାନ ମିଳିନାହିଁ। ପୋଲିସ ଏକ ମାମଲା ରୁଜୁ କରି ତଦନ୍ତ ଆରମ୍ଭ କରିଛି। <box>4 528 134 581</box>
plastic-headline: ପର୍ଯ୍ୟଟନସ୍ଥଳକୁ ପ୍ଲାଷ୍ଟିକମୁକ୍ତ କରାଯିବ <box>146 556 443 578</box>
masthead <box>0 0 945 72</box>
quotes-box <box>414 160 676 540</box>
logo-subtitle: DHARITRI <box>88 36 125 43</box>
brief-label: ସଂକ୍ଷେପରେ <box>12 80 127 98</box>
plastic-body-cont: ପର୍ଯ୍ୟଟନସ୍ଥଳଗୁଡ଼ିକର ବିକାଶ ଉପରେ ରାଜ୍ୟ ସରକାର ଗୁରୁତ୍ୱ ଦେଉଛନ୍ତି। ଏହି ପରିପ୍ରେକ୍ଷୀରେ ଖୋର୍ଦ୍ଧା ଜିଲ୍ଲାରେ ପର୍ଯ୍ୟଟନସ୍ଥଳର ବିକାଶ ପାଇଁ ଶୁକ୍ରବାର ଭୁବନେଶ୍ୱର ସର୍କିଟ ହାଉସରେ ଏକ ବୈଠକ ଅନୁଷ୍ଠିତ ହୋଇଥିଲା। ପର୍ଯ୍ୟଟନସ୍ଥଳକୁ ପ୍ଲାଷ୍ଟିକମୁକ୍ତ କରିବା ପାଇଁ ବୈଠକରେ ନିଷ୍ପତ୍ତି ନିଆଯାଇଛି। ଜିଲାପାଳ ଏହି ବୈଠକରେ ଅଧ୍ୟକ୍ଷତା କରିଥିଲେ। ପର୍ଯ୍ୟଟକଙ୍କ ସୁବିଧା ପାଇଁ ରାସ୍ତା, ପାନୀୟ ଜଳ, ଶୌଚାଳୟ ଓ ଆଲୋକ ବ୍ୟବସ୍ଥା ଉପରେ ଆଲୋଚନା ହୋଇଥିଲା। ଜିଲ୍ଲାର ବିଭିନ୍ନ ପର୍ଯ୍ୟଟନସ୍ଥଳରେ ସଚେତନତା ବୋର୍ଡ ଲଗାଯିବ ବୋଲି ନିଷ୍ପତ୍ତି ହୋଇଥିଲା। ଏଥିସହ ପର୍ଯ୍ୟଟନସ୍ଥଳର ପରିଚ୍ଛନ୍ନତା ପାଇଁ ସ୍ୱୟଂ ସହାୟକ ଗୋଷ୍ଠୀଙ୍କୁ ଦାୟିତ୍ୱ ଦିଆଯିବ। ବୈଠକରେ ବିଧାୟକ, ଉପଜିଲାପାଳ, ତହସିଲଦାର ଓ ବିଭିନ୍ନ ବିଭାଗର ଅଧିକାରୀମାନେ ଉପସ୍ଥିତ ଥିଲେ। ପର୍ଯ୍ୟଟନ ବିଭାଗ ପକ୍ଷରୁ ବିଭିନ୍ନ ପ୍ରକଳ୍ପ ପାଇଁ ଅର୍ଥ ମଞ୍ଜୁର କରାଯାଇଛି। ପର୍ଯ୍ୟଟନସ୍ଥଳ ଗୁଡ଼ିକରେ ଦୋକାନୀଙ୍କୁ ପ୍ଲାଷ୍ଟିକ ବ୍ୟବହାର ନ କରିବାକୁ ନିର୍ଦ୍ଦେଶ ଦିଆଯାଇଛି। ନିୟମ ଉଲ୍ଲଂଘନ କଲେ ଜୋରିମାନା ଆଦାୟ କରାଯିବ। ଏହି ଅଭିଯାନରେ ସ୍ଥାନୀୟ ଲୋକଙ୍କ ସହଯୋଗ ଲୋଡ଼ାଯାଇଛି। <box>276 756 532 854</box>
section-name: ମେଟ୍ରୋ <box>775 16 847 41</box>
housing-bullet: କେନ୍ଦୁଝର ଅଞ୍ଚଳରେ ଆବାସ ଦୁର୍ନୀତି ପ୍ରସଙ୍ଗ <box>552 1248 802 1264</box>
story-dateline: କେନ୍ଦୁଝର, ୧୪।୨ (ବି.ଏନ.ଏ.) <box>190 1118 264 1126</box>
plastic-subheading: ଜିଲ୍ଲା ପର୍ଯ୍ୟଟନ ଉନ୍ନୟନ ପରିଷଦ ବୈଠକ <box>276 734 532 752</box>
widow-body: ମାତୃହରା ମାସକର ନାତିକୁ ଧରି ଗରିବ ବିଧବା ଆଇ ସରକାରୀ ସାହାଯ୍ୟ ପାଇଁ ଖୋର୍ଦ୍ଧା ଜିଲ୍ଲା ଶିଶୁ ସୁରକ୍ଷା ଅଧିକାରୀଙ୍କ ନିକଟରେ ନିବେଦନ କରିଛନ୍ତି। ଝିଅର ମୃତ୍ୟୁ ପରେ ଜୋଇଁ ଛାଡ଼ି ଚାଲିଯିବାରୁ ନବଜାତ ଶିଶୁର ଲାଳନପାଳନ ଦାୟିତ୍ୱ ଆଇଙ୍କ ଉପରେ ପଡ଼ିଛି। ଦିନ ମଜୁରି କରି ଜୀବିକା ନିର୍ବାହ କରୁଥିବା ବୃଦ୍ଧା ଶିଶୁର ଦୁଧ ଓ ଔଷଧ କିଣିବାକୁ ଅକ୍ଷମ। କଜଳା ଗ୍ରାମର ଏହି ବୃଦ୍ଧାଙ୍କ ଦୁଃଖ ଦେଖି ଗ୍ରାମବାସୀ ମଧ୍ୟ ସାହାଯ୍ୟ ପାଇଁ ପ୍ରଶାସନକୁ ଅନୁରୋଧ କରିଛନ୍ତି। ଶିଶୁକୁ ସରକାରୀ ଯୋଜନାରେ ସାମିଲ କରି ପୁନର୍ବାସ ବ୍ୟବସ୍ଥା କରିବା ପାଇଁ ଦାବି ହୋଇଛି। ଅଧିକାରୀ ଏ ନେଇ ଆବଶ୍ୟକ ପଦକ୍ଷେପ ନେବେ ବୋଲି ପ୍ରତିଶ୍ରୁତି ଦେଇଛନ୍ତି। <box>686 550 940 612</box>
rath-headline: କୁଷ୍ଠରୋଗ ଦୂରେଇବାକୁ ଗଡ଼ିଲା ଶାନ୍ତ ରଥ <box>146 1066 375 1082</box>
pulwama-body: ପୁଲୱାମା ଆତଙ୍କୀ ଆକ୍ରମଣରେ ଶହୀଦ ହୋଇଥିବା ସିଆରପିଏଫ ଯବାନଙ୍କ ଉଦ୍ଦେଶ୍ୟରେ ଶୁକ୍ରବାର ସନ୍ଧ୍ୟାରେ କ୍ୟାଣ୍ଡେଲ ଶୋଭାଯାତ୍ରା ଆୟୋଜିତ ହୋଇଥିଲା। ସ୍ଥାନୀୟ ଯୁବ ସଂଗଠନ ପକ୍ଷରୁ ଆୟୋଜିତ ଏହି ଶୋଭାଯାତ୍ରାରେ ବହୁ ଯୁବକ, ଛାତ୍ରଛାତ୍ରୀ ଓ ବୁଦ୍ଧିଜୀବୀ ଯୋଗ ଦେଇଥିଲେ। ଶହୀଦଙ୍କ ଫଟୋରେ ପୁଷ୍ପମାଲ୍ୟ ଅର୍ପଣ କରି ଦୁଇ ମିନିଟ ନୀରବ ପ୍ରାର୍ଥନା କରାଯାଇଥିଲା। ଭାରତ ମାତା କି ଜୟ ଧ୍ୱନି ସହ ସହରର ବିଭିନ୍ନ ରାସ୍ତା ପରିକ୍ରମା କରି ଶୋଭାଯାତ୍ରା ଶେଷ ହୋଇଥିଲା। ଶହୀଦ ପରିବାରକୁ ସହାୟତା ପାଇଁ ସଂଗ୍ରହ କରାଯାଇଥିବା ଅର୍ଥ ପ୍ରଦାନ କରାଯିବ ବୋଲି ଆୟୋଜକମାନେ କହିଛନ୍ତି। <box>686 946 940 1008</box>
